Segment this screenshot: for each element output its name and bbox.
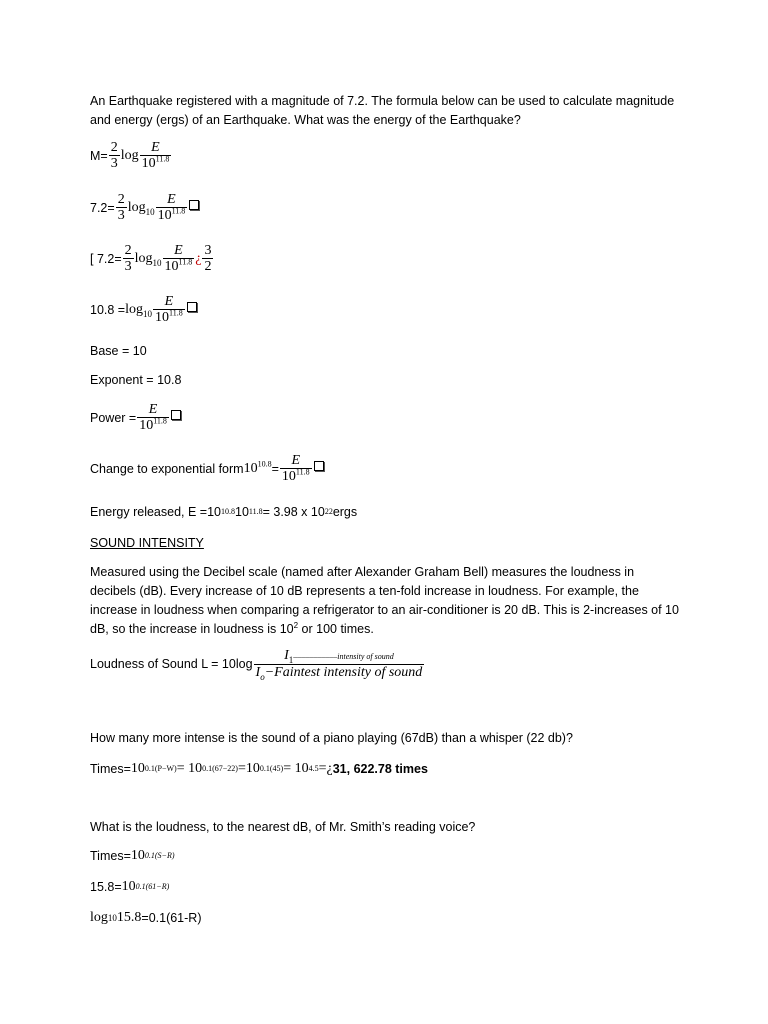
exp-form-lhs: Change to exponential form (90, 461, 244, 476)
intro-text: An Earthquake registered with a magnitude of 7.2. The formula below can be used to calculate magnitude and energy (ergs) of an Earthquake. What was the energy of the Earthquake? (90, 94, 675, 127)
eq2-fraction: $\frac{E}{10^{11.8}}$ (157, 192, 186, 223)
placeholder-box-icon (314, 461, 324, 471)
sound-intensity-heading: SOUND INTENSITY (90, 536, 204, 550)
eq3-symbol: ¿ (195, 250, 202, 266)
piano-answer: 31, 622.78 times (332, 762, 428, 776)
energy-lhs: Energy released, E = (90, 505, 208, 519)
smith-question: What is the loudness, to the nearest dB, of Mr. Smith’s reading voice? (90, 820, 476, 834)
placeholder-box-icon (171, 410, 181, 420)
eq4-fraction: $\frac{E}{10^{11.8}}$ (155, 294, 183, 325)
smith-step-3: log 10 15.8 =0.1(61-R) (90, 910, 202, 925)
equation-step-2 (90, 243, 214, 274)
eq1-log: log (120, 147, 139, 163)
exp-form-fraction: $\frac{E}{10^{11.8}}$ (281, 453, 310, 484)
loudness-lhs: Loudness of Sound L = 10log (90, 657, 253, 671)
eq3-fraction: $\frac{E}{10^{11.8}}$ (164, 243, 193, 274)
exp-form-eq: = (271, 461, 279, 476)
eq2-log: $\log_{10}$ (127, 199, 155, 217)
energy-released-line: Energy released, E = 10 10.8 10 11.8 = 3.98 x 10 22 ergs (90, 505, 358, 519)
loudness-formula (90, 648, 425, 680)
eq1-lhs: M= (90, 148, 108, 163)
eq4-lhs: 10.8 = (90, 302, 126, 317)
intro-block (90, 92, 680, 130)
power-equation (90, 402, 181, 433)
eq3-log: $\log_{10}$ (134, 250, 162, 268)
base-line: Base = 10 (90, 344, 147, 358)
smith-step-2: 15.8= 10 0.1(61−R) (90, 879, 170, 894)
energy-unit: ergs (332, 505, 358, 519)
sound-para-sup: 2 (293, 620, 299, 630)
equation-magnitude (90, 140, 172, 171)
piano-question: How many more intense is the sound of a piano playing (67dB) than a whisper (22 db)? (90, 731, 573, 745)
energy-base-2: 10 (235, 505, 249, 519)
eq4-log: $\log_{10}$ (125, 301, 152, 319)
placeholder-box-icon (187, 302, 197, 312)
power-fraction: $\frac{E}{10^{11.8}}$ (139, 402, 167, 433)
loudness-fraction: $\frac{I_1-----------intensity of sound}{I_o-Faintest intensity of sound}$ (255, 648, 423, 682)
placeholder-box-icon (189, 200, 199, 210)
eq1-coef: $\frac{2}{3}$ (110, 140, 118, 171)
eq3-coef: $\frac{2}{3}$ (124, 243, 132, 274)
smith-step-1: Times= 10 0.1(S−R) (90, 848, 175, 863)
eq3-lhs: [ 7.2= (90, 251, 122, 266)
piano-calculation: Times= 10 0.1(P−W) = 10 0.1(67−22) =10 0.1(45) = 10 4.5 =¿ 31, 622.78 times (90, 761, 428, 776)
energy-base-1: 10 (207, 505, 221, 519)
equation-step-1 (90, 192, 199, 223)
exp-form-base: $10^{10.8}$ (243, 458, 272, 476)
equation-step-3 (90, 294, 197, 325)
sound-description (90, 563, 680, 639)
sound-para-1: Measured using the Decibel scale (named after Alexander Graham Bell) measures the loudness in decibels (dB). Every increase of 10 dB represents a ten-fold increase in loudness. For example, the increase in loudness when comparing a refrigerator to an air-conditioner is 20 dB. This is 2-increases of 10 dB, so the increase in loudness is 10 (90, 565, 679, 636)
eq2-lhs: 7.2= (90, 200, 115, 215)
eq3-right-fraction: $\frac{3}{2}$ (204, 243, 212, 274)
eq2-coef: $\frac{2}{3}$ (117, 192, 125, 223)
exponent-line: Exponent = 10.8 (90, 373, 182, 387)
eq1-fraction: $\frac{E}{10^{11.8}}$ (141, 140, 170, 171)
exponential-form-equation (90, 453, 324, 484)
power-lhs: Power = (90, 410, 137, 425)
energy-mid: = 3.98 x 10 (262, 505, 325, 519)
sound-para-2: or 100 times. (298, 622, 374, 636)
